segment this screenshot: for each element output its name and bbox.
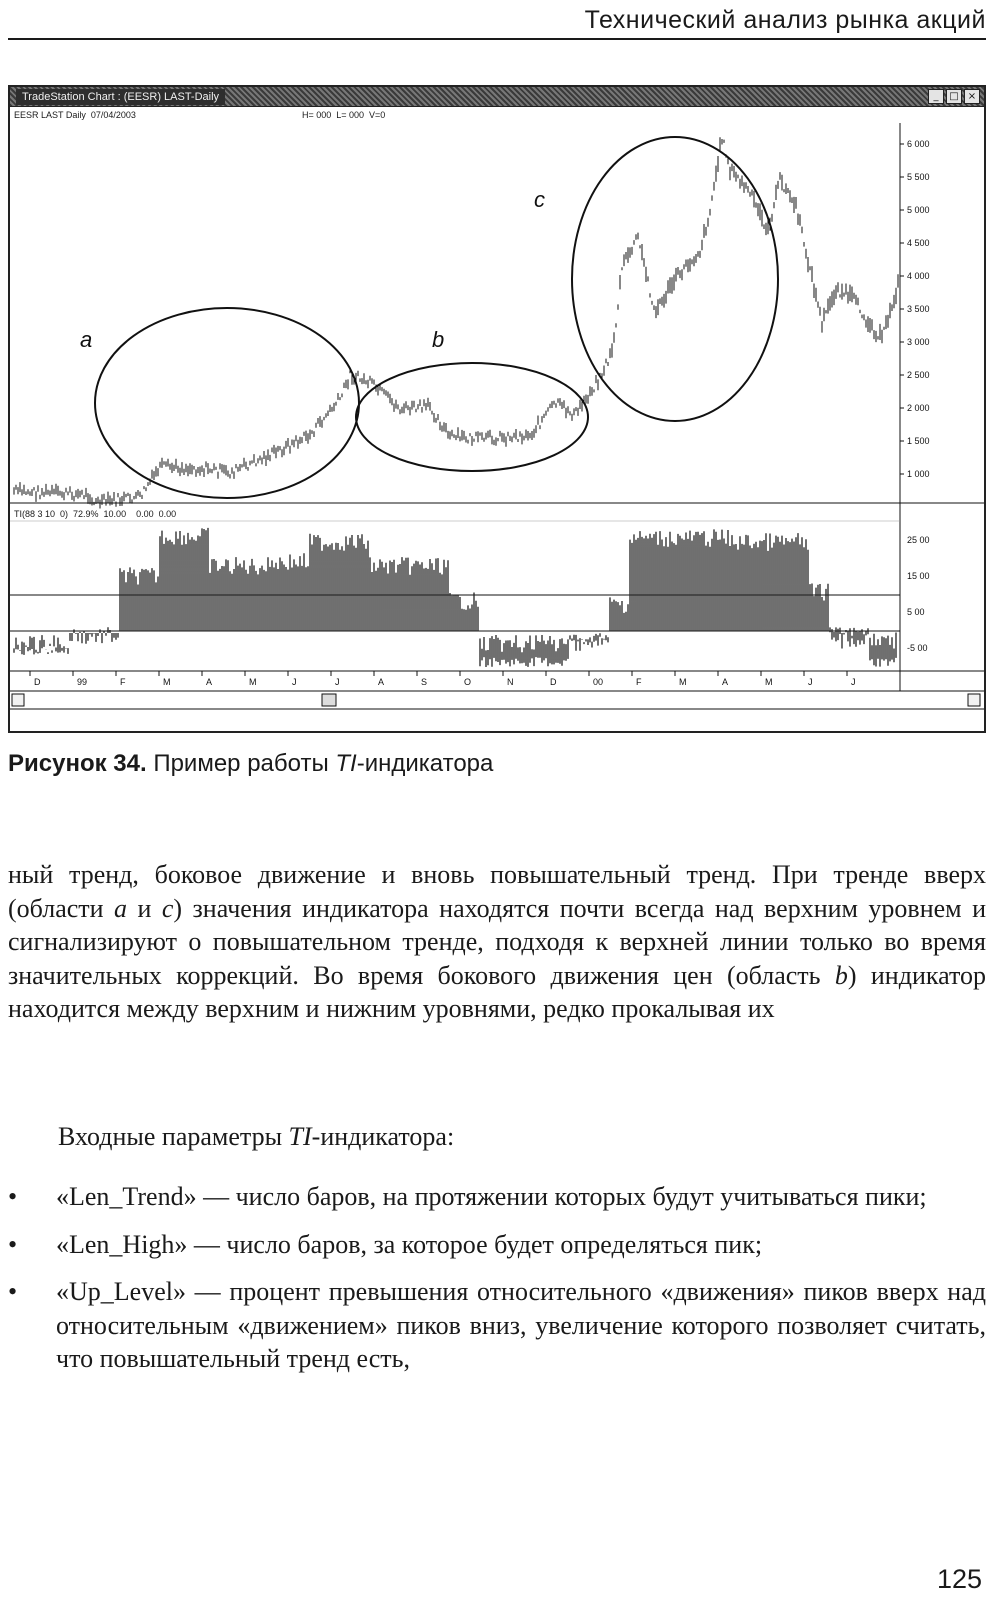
list-item-text: «Len_Trend» — число баров, на протяжении которых будут учитываться пики; [56, 1182, 927, 1211]
params-intro-end: -индикатора: [311, 1122, 455, 1151]
bullet-icon: • [8, 1229, 18, 1259]
chart-canvas [10, 87, 984, 731]
price-tick-label: 4 500 [907, 238, 930, 248]
month-tick-label: J [335, 677, 340, 687]
params-intro-italic: TI [288, 1122, 312, 1151]
symbol-info: EESR LAST Daily 07/04/2003 [14, 110, 136, 120]
ohlc-info: H= 000 L= 000 V=0 [302, 110, 386, 120]
bullet-icon: • [8, 1277, 18, 1306]
month-tick-label: M [163, 677, 171, 687]
month-tick-label: A [722, 677, 729, 687]
area-b: b [834, 960, 848, 990]
title-bar [10, 87, 984, 107]
close-button[interactable]: × [964, 89, 980, 104]
circle-label-b: b [432, 327, 445, 352]
price-tick-label: 3 000 [907, 337, 930, 347]
caption-text: Пример работы [153, 750, 336, 777]
circle-b [356, 363, 588, 471]
paragraph-part: ный тренд, боковое движение и вновь повышательный тренд. При тренде вверх (области [8, 860, 986, 923]
indicator-histogram [14, 528, 896, 667]
month-tick-label: A [378, 677, 385, 687]
page-number: 125 [936, 1564, 982, 1594]
month-tick-label: O [464, 677, 472, 687]
indicator-tick-label: 25 00 [907, 535, 930, 545]
month-tick-label: J [808, 677, 813, 687]
month-tick-label: D [550, 677, 557, 687]
param-list [8, 1180, 986, 1390]
paragraph-part: и [127, 893, 162, 923]
figure-caption [8, 750, 986, 784]
price-axis [900, 139, 930, 479]
month-tick-label: J [851, 677, 856, 687]
caption-italic: TI [335, 750, 357, 777]
chart-window [8, 85, 986, 733]
list-item-text: «Len_High» — число баров, за которое будет определяться пик; [56, 1229, 763, 1259]
month-tick-label: M [249, 677, 257, 687]
area-a: a [114, 893, 128, 923]
price-series [14, 137, 898, 508]
month-tick-label: F [120, 677, 126, 687]
indicator-tick-label: 5 00 [907, 607, 925, 617]
circle-label-a: a [80, 327, 93, 352]
month-tick-label: F [636, 677, 642, 687]
month-axis [30, 671, 856, 687]
price-tick-label: 3 500 [907, 304, 930, 314]
price-tick-label: 6 000 [907, 139, 930, 149]
params-intro [58, 1120, 986, 1154]
list-item [8, 1228, 986, 1262]
running-head: Технический анализ рынка акций [8, 6, 986, 40]
caption-text-end: -индикатора [356, 750, 494, 777]
indicator-tick-label: 15 00 [907, 571, 930, 581]
caption-number: Рисунок 34. [8, 750, 147, 777]
month-tick-label: 00 [593, 677, 604, 687]
month-tick-label: J [292, 677, 297, 687]
month-tick-label: M [679, 677, 687, 687]
list-item [8, 1180, 986, 1214]
params-intro-text: Входные параметры [58, 1122, 289, 1151]
list-item-text: «Up_Level» — процент превышения относительного «движения» пиков вверх над относительным «движением» пиков вниз, увеличение которого позволяет считать, что повышательный тренд есть, [56, 1277, 986, 1373]
indicator-info: TI(88 3 10 0) 72.9% 10.00 0.00 0.00 [14, 509, 177, 519]
paragraph-part: ) значения индикатора находятся почти всегда над верхним уровнем и сигнализируют о повышательном тренде, подходя к верхней линии только во время значительных коррекций. Во время бокового движения цен (область [8, 893, 986, 990]
month-tick-label: N [507, 677, 514, 687]
body-paragraph [8, 858, 986, 1026]
month-tick-label: D [34, 677, 41, 687]
price-tick-label: 4 000 [907, 271, 930, 281]
paragraph-part: ) индикатор находится между верхним и нижним уровнями, редко прокалывая их [8, 960, 986, 1023]
month-tick-label: S [421, 677, 428, 687]
price-tick-label: 5 000 [907, 205, 930, 215]
month-tick-label: M [765, 677, 773, 687]
minimize-button[interactable]: _ [928, 89, 944, 104]
window-controls [928, 89, 980, 104]
list-item [8, 1275, 986, 1376]
month-tick-label: A [206, 677, 213, 687]
indicator-axis [907, 535, 930, 653]
circle-a [95, 308, 359, 498]
window-title: TradeStation Chart : (EESR) LAST-Daily [16, 89, 225, 105]
price-tick-label: 1 000 [907, 469, 930, 479]
price-tick-label: 2 500 [907, 370, 930, 380]
price-tick-label: 2 000 [907, 403, 930, 413]
circle-label-c: c [534, 187, 545, 212]
maximize-button[interactable]: □ [946, 89, 962, 104]
price-tick-label: 1 500 [907, 436, 930, 446]
bullet-icon: • [8, 1182, 18, 1211]
price-tick-label: 5 500 [907, 172, 930, 182]
circle-c [572, 137, 778, 421]
indicator-tick-label: -5 00 [907, 643, 928, 653]
month-tick-label: 99 [77, 677, 88, 687]
area-c: c [161, 893, 174, 923]
